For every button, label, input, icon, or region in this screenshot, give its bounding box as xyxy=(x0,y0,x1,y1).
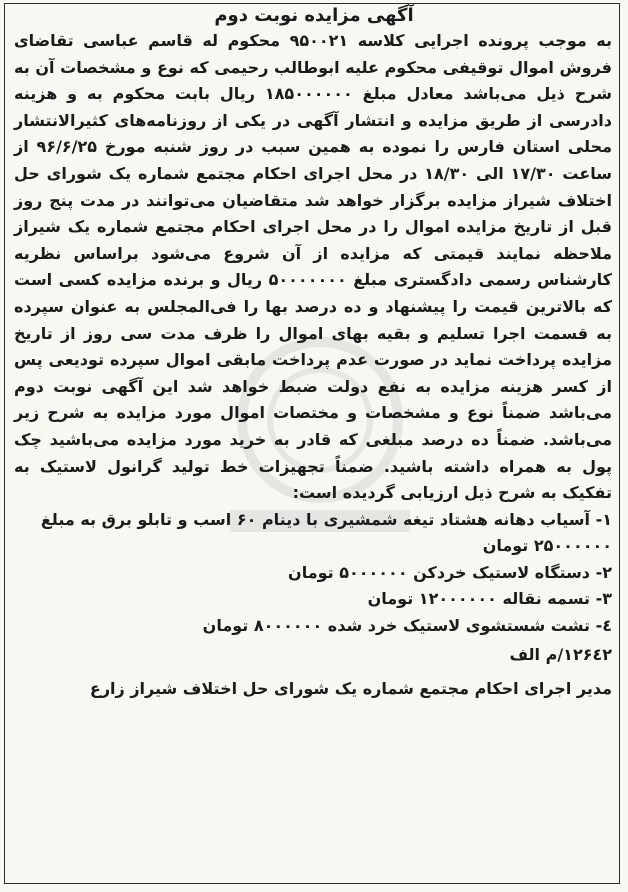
list-item: ٤- تشت شستشوی لاستیک خرد شده ۸۰۰۰۰۰۰ تومان xyxy=(202,616,612,636)
signature-block: مدیر اجرای احکام مجتمع شماره یک شورای حل اختلاف شیراز زارع xyxy=(89,679,612,699)
notice-title: آگهی مزایده نوبت دوم xyxy=(214,5,414,26)
list-item: ۱- آسیاب دهانه هشتاد تیغه شمشیری با دینام ۶۰ اسب و تابلو برق به مبلغ ۲۵۰۰۰۰۰۰ تومان xyxy=(40,509,612,556)
list-item: ۳- تسمه نقاله ۱۲۰۰۰۰۰۰ تومان xyxy=(367,589,612,609)
reference-number: ۱۲۶٤۲/م الف xyxy=(509,644,612,664)
list-item: ۲- دستگاه لاستیک خردکن ۵۰۰۰۰۰۰ تومان xyxy=(288,562,612,582)
notice-body: به موجب پرونده اجرایی کلاسه ۹۵۰۰۲۱ محکوم له قاسم عباسی تقاضای فروش اموال توقیفی محکوم علیه ابوطالب رحیمی که نوع و مشخصات آن به شرح ذیل می‌باشد معادل مبلغ ۱۸۵۰۰۰۰۰۰ ریال بابت محکوم به و هزینه دادرسی از طریق مزایده و انتشار آگهی در یکی از روزنامه‌های کثیرالانتشار محلی استان فارس را نموده به همین سبب در روز شنبه مورخ ۹۶/۶/۲۵ از ساعت ۱۷/۳۰ الی ۱۸/۳۰ در محل اجرای احکام مجتمع شماره یک شورای حل اختلاف شیراز مزایده برگزار خواهد شد متقاضیان می‌توانند در مدت پنج روز قبل از تاریخ مزایده اموال را در محل اجرای احکام مجتمع شماره یک شیراز ملاحظه نمایند قیمتی که مزایده از آن شروع می‌شود براساس نظریه کارشناس رسمی دادگستری مبلغ ۵۰۰۰۰۰۰۰ ریال و برنده مزایده کسی است که بالاترین قیمت را پیشنهاد و ده درصد بها را فی‌المجلس به عنوان سپرده به قسمت اجرا تسلیم و بقیه بهای اموال را ظرف مدت سی روز از تاریخ مزایده پرداخت نماید در صورت عدم پرداخت مابقی اموال سپرده تودیعی پس از کسر هزینه مزایده به نفع دولت ضبط خواهد شد این آگهی نوبت دوم می‌باشد ضمناً نوع و مشخصات و مختصات اموال مورد مزایده به شرح زیر می‌باشد. ضمناً ده درصد مبلغی که قادر به خرید مورد مزایده می‌باشید چک پول به همراه داشته باشید. ضمناً تجهیزات خط تولید گرانول لاستیک به تفکیک به شرح ذیل ارزیابی گردیده است: xyxy=(14,31,613,503)
notice-content xyxy=(12,4,616,702)
item-list xyxy=(12,507,616,640)
